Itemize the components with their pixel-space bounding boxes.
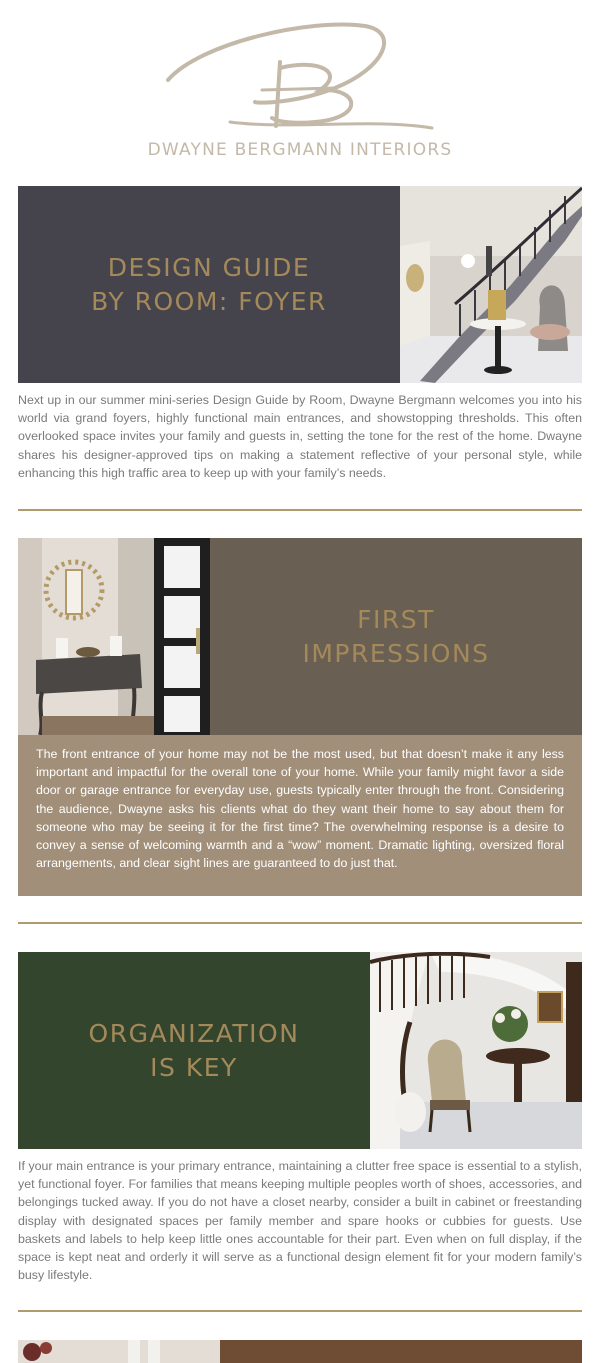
monogram-logo-icon (160, 18, 440, 133)
section-body: Next up in our summer mini-series Design Guide by Room, Dwayne Bergmann welcomes you into his world via grand foyers, highly functional main entrances, and showstopping thresholds. This often overlooked space invites your family and guests in, setting the tone for the rest of the home. Dwayne shares his designer-approved tips on making a statement reflective of your personal style, while enhancing this high traffic area to keep up with your family’s needs. (18, 393, 582, 480)
banner-organization (18, 952, 582, 1149)
banner-first-impressions (18, 538, 582, 735)
entry-flowers-photo (18, 1340, 220, 1363)
banner-design-guide (18, 186, 582, 383)
title-panel (18, 952, 370, 1149)
title-panel (210, 538, 582, 735)
logo-header (0, 0, 600, 186)
staircase-chair-photo (370, 952, 582, 1149)
section-divider (18, 922, 582, 924)
entry-console-photo (18, 538, 210, 735)
section-title: FIRST IMPRESSIONS (302, 604, 490, 668)
section-title: DESIGN GUIDE BY ROOM: FOYER (91, 252, 327, 316)
banner-next-section (18, 1340, 582, 1363)
section-divider (18, 1310, 582, 1312)
section-body: The front entrance of your home may not be the most used, but that doesn’t make it any less important and impactful for the overall tone of your home. While your family might favor a side door or garage entrance for everyday use, guests typically enter through the front. Considering the audience, Dwayne asks his clients what do they want their home to say about them for someone who may be seeing it for the first time? The overwhelming response is a desire to convey a sense of welcoming warmth and a “wow” moment. Dramatic lighting, oversized floral arrangements, and clear sight lines are guaranteed to do just that. (18, 735, 582, 896)
foyer-staircase-photo (400, 186, 582, 383)
section-body: If your main entrance is your primary entrance, maintaining a clutter free space is essential to a stylish, yet functional foyer. For families that means keeping multiple peoples worth of shoes, accessories, and belongings tucked away. If you do not have a closet nearby, consider a built in cabinet or freestanding display with designated spaces per family member and spare hooks or cubbies for guests. Use baskets and labels to help keep little ones accountable for their part. Even when on full display, if the space is kept neat and orderly it will serve as a functional design element fit for your modern family’s busy lifestyle. (18, 1159, 582, 1283)
section-title: ORGANIZATION IS KEY (88, 1018, 300, 1082)
title-panel (18, 186, 400, 383)
section-divider (18, 509, 582, 511)
title-panel (220, 1340, 582, 1363)
brand-name: DWAYNE BERGMANN INTERIORS (147, 140, 453, 160)
